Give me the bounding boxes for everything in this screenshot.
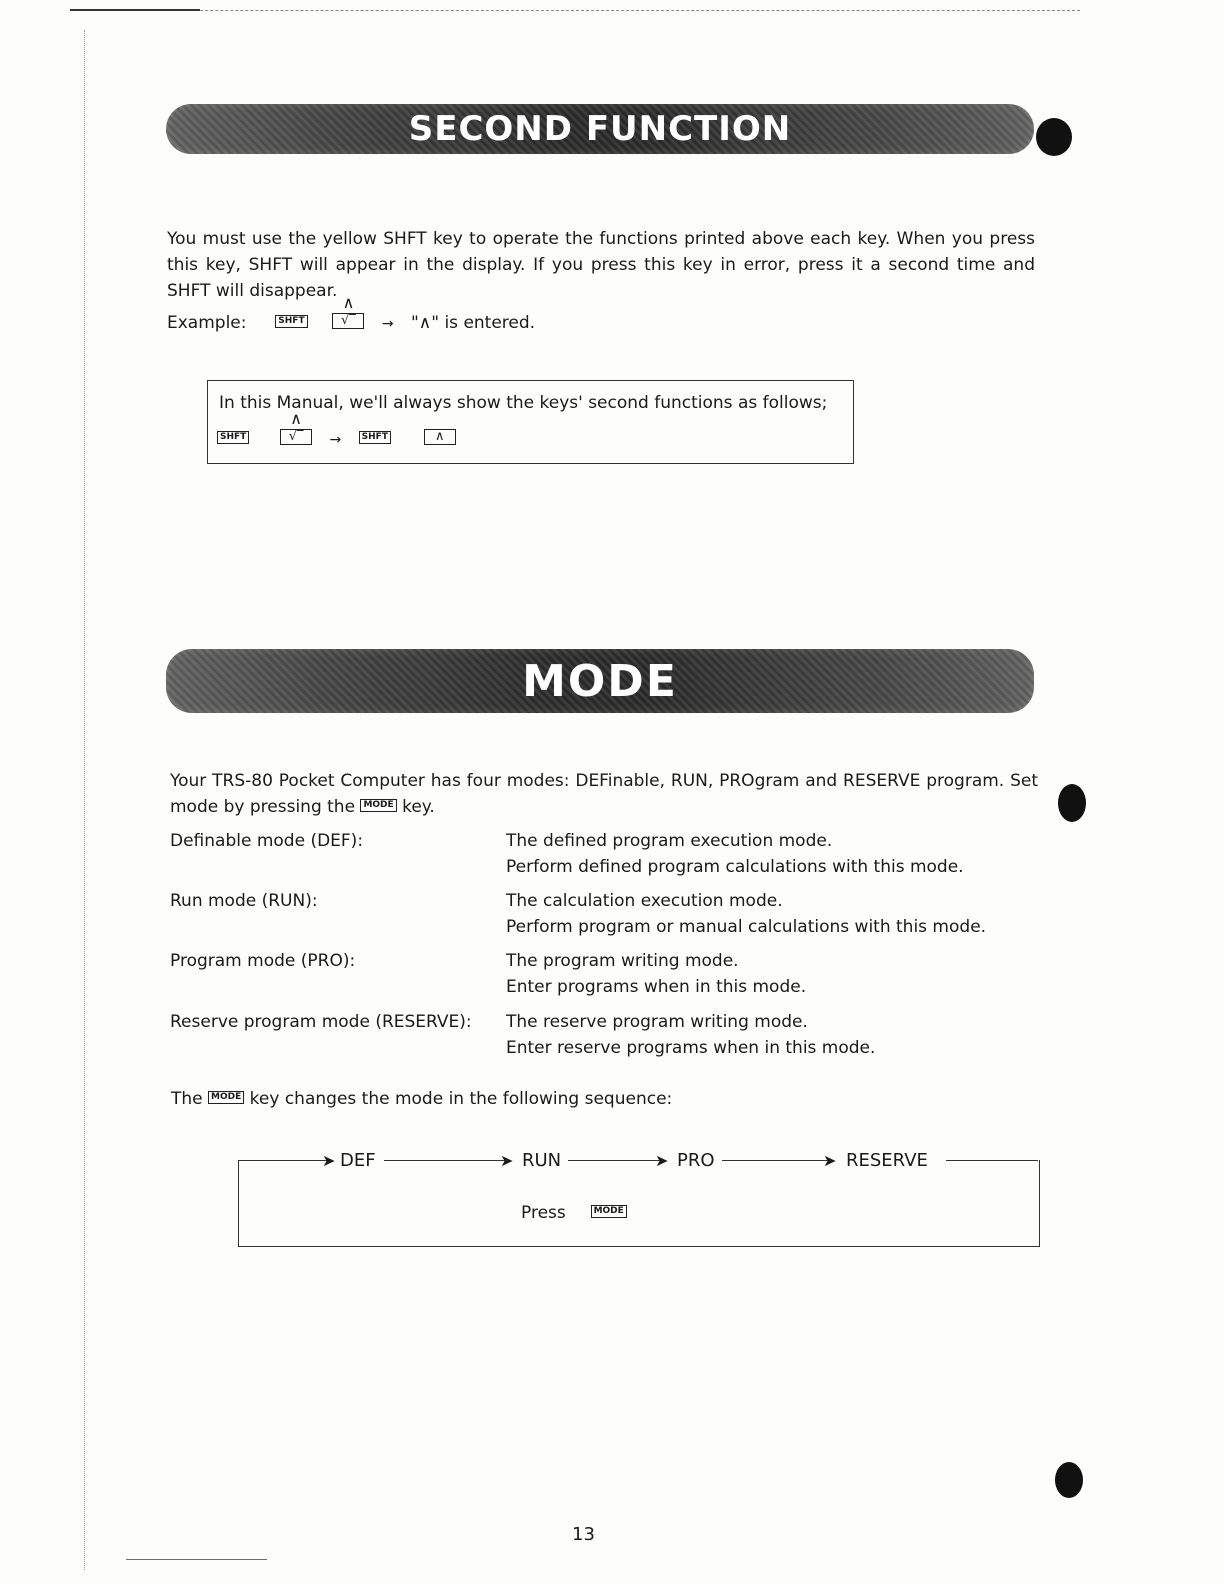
example-line	[167, 293, 536, 333]
mode-key-icon: MODE	[208, 1091, 244, 1104]
shift-key-icon: SHFT	[217, 431, 249, 444]
sqrt-caret-key-icon	[332, 293, 364, 333]
sequence-intro-text: The	[171, 1089, 203, 1109]
section-banner-second-function	[166, 104, 1034, 154]
arrowhead-icon: ➤	[500, 1151, 514, 1170]
mode-description-line: Enter reserve programs when in this mode.	[506, 1038, 876, 1058]
mode-description	[506, 1009, 875, 1061]
section-banner-mode	[166, 649, 1034, 713]
sequence-loop-box	[238, 1160, 1040, 1247]
sqrt-key-icon: √‾	[332, 313, 364, 329]
arrowhead-icon: ➤	[823, 1151, 837, 1170]
section-title: MODE	[522, 655, 678, 707]
arrow-icon: →	[329, 432, 342, 448]
arrow-icon: →	[381, 316, 394, 332]
second-function-paragraph: You must use the yellow SHFT key to operate the functions printed above each key. When you press this key, SHFT will appear in the display. If you press this key in error, press it a second time and SHFT will disappear.	[167, 229, 1035, 301]
bottom-scan-rule	[126, 1559, 267, 1560]
binder-hole-bottom	[1055, 1462, 1083, 1498]
mode-description-line: The calculation execution mode.	[506, 891, 783, 911]
mode-description-line: The defined program execution mode.	[506, 831, 833, 851]
sqrt-caret-key-icon	[280, 409, 312, 449]
sequence-connector	[568, 1160, 664, 1161]
binder-hole-middle	[1058, 784, 1086, 822]
arrowhead-icon: ➤	[322, 1151, 336, 1170]
mode-key-icon: MODE	[360, 799, 396, 812]
example-result: "∧" is entered.	[410, 313, 536, 333]
mode-intro-paragraph	[170, 768, 1038, 820]
sequence-step-run: RUN	[518, 1150, 565, 1171]
top-scan-mark	[70, 9, 200, 11]
arrowhead-icon: ➤	[655, 1151, 669, 1170]
sequence-intro	[171, 1089, 672, 1109]
press-instruction	[521, 1203, 627, 1223]
top-scan-rule	[70, 10, 1080, 11]
shift-key-icon: SHFT	[359, 431, 391, 444]
mode-description-line: Enter programs when in this mode.	[506, 977, 807, 997]
sequence-connector	[946, 1160, 1038, 1161]
sequence-step-reserve: RESERVE	[842, 1150, 932, 1171]
sequence-connector	[722, 1160, 832, 1161]
sequence-step-def: DEF	[336, 1150, 380, 1171]
note-box	[207, 380, 854, 464]
mode-description	[506, 948, 806, 1000]
note-text: In this Manual, we'll always show the keys' second functions as follows;	[219, 393, 828, 413]
sqrt-key-icon: √‾	[280, 429, 312, 445]
mode-description-line: The reserve program writing mode.	[506, 1012, 808, 1032]
shift-key-icon: SHFT	[275, 315, 307, 328]
mode-intro-text-end: key.	[402, 797, 435, 817]
note-key-sequence	[217, 409, 456, 449]
press-label: Press	[521, 1203, 566, 1223]
example-label: Example:	[167, 313, 247, 333]
sequence-connector	[384, 1160, 510, 1161]
left-margin-line	[84, 30, 85, 1570]
mode-description-line: Perform defined program calculations with this mode.	[506, 857, 964, 877]
mode-label: Run mode (RUN):	[170, 891, 318, 911]
mode-key-icon: MODE	[591, 1205, 627, 1218]
mode-intro-text: Your TRS-80 Pocket Computer has four modes: DEFinable, RUN, PROgram and RESERVE program. Set mode by pressing the	[170, 771, 1038, 817]
caret-glyph: ∧	[342, 293, 355, 312]
mode-label: Reserve program mode (RESERVE):	[170, 1012, 472, 1032]
caret-key-icon: ∧	[424, 429, 456, 445]
binder-hole-top	[1036, 118, 1072, 156]
mode-description-line: Perform program or manual calculations with this mode.	[506, 917, 987, 937]
caret-glyph: ∧	[290, 409, 302, 428]
page-number: 13	[572, 1524, 595, 1545]
mode-description	[506, 828, 964, 880]
section-title: SECOND FUNCTION	[408, 109, 792, 149]
sequence-connector	[238, 1160, 332, 1161]
mode-label: Program mode (PRO):	[170, 951, 356, 971]
sequence-intro-text-end: key changes the mode in the following sequence:	[249, 1089, 673, 1109]
mode-description	[506, 888, 986, 940]
mode-label: Definable mode (DEF):	[170, 831, 364, 851]
sequence-step-pro: PRO	[673, 1150, 719, 1171]
mode-description-line: The program writing mode.	[506, 951, 739, 971]
